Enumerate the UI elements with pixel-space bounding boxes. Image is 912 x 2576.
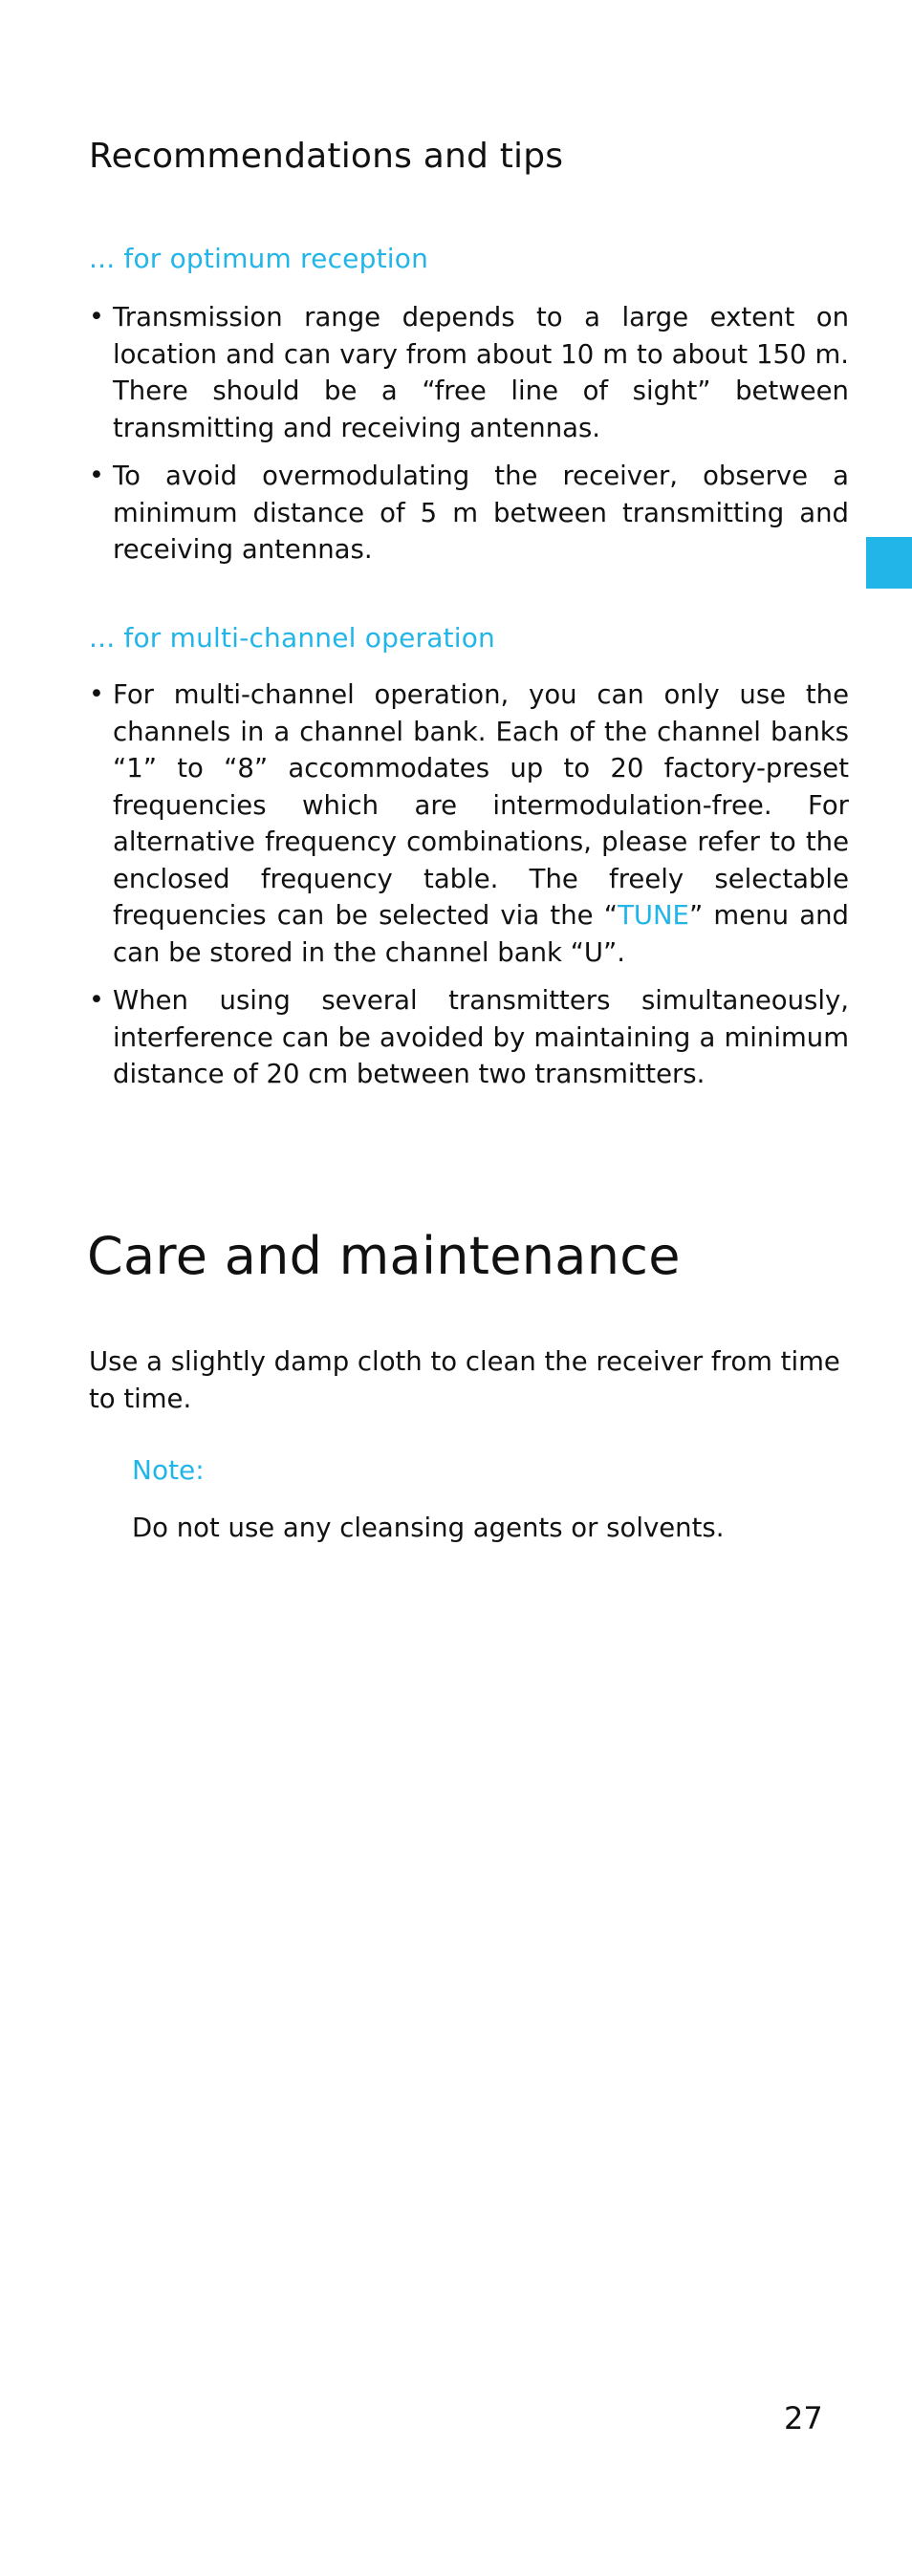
list-item (89, 299, 849, 446)
list-item-text (113, 679, 849, 968)
list-item-text: When using several transmitters simultaneously, interference can be avoided by maintaining a minimum distance of 20 cm between two transmitters. (113, 985, 849, 1089)
page-number: 27 (784, 2400, 823, 2436)
list-item (89, 982, 849, 1093)
list-item-text-part: For multi-channel operation, you can only use the channels in a channel bank. Each of the channel banks “1” to “8” accommodates up to 20 factory-preset frequencies which are intermodulation-free. For alternative frequency combinations, please refer to the enclosed frequency table. The freely selectable frequencies can be selected via the “ (113, 679, 849, 931)
note-label: Note: (132, 1454, 205, 1486)
section-title: Recommendations and tips (89, 137, 564, 176)
tune-menu-label: TUNE (618, 900, 689, 931)
subsection-heading-multichannel: ... for multi-channel operation (89, 622, 495, 654)
list-item (89, 676, 849, 971)
list-item-text: Transmission range depends to a large extent on location and can vary from about 10 m to about 150 m. There should be a “free line of sight” between transmitting and receiving antennas. (113, 302, 849, 443)
care-title: Care and maintenance (87, 1226, 681, 1286)
bullet-icon: • (89, 985, 104, 1015)
list-item-text-part: ” menu and can be stored in the channel bank “U”. (113, 900, 849, 968)
reception-tips-list (89, 299, 849, 580)
note-text: Do not use any cleansing agents or solvents. (132, 1513, 725, 1543)
bullet-icon: • (89, 679, 104, 709)
list-item-text: To avoid overmodulating the receiver, observe a minimum distance of 5 m between transmitting and receiving antennas. (113, 461, 849, 565)
care-paragraph: Use a slightly damp cloth to clean the receiver from time to time. (89, 1346, 840, 1414)
list-item (89, 458, 849, 569)
subsection-heading-reception: ... for optimum reception (89, 243, 429, 274)
bullet-icon: • (89, 302, 104, 332)
bullet-icon: • (89, 461, 104, 490)
chapter-tab-marker (866, 537, 912, 589)
multichannel-tips-list (89, 676, 849, 1105)
